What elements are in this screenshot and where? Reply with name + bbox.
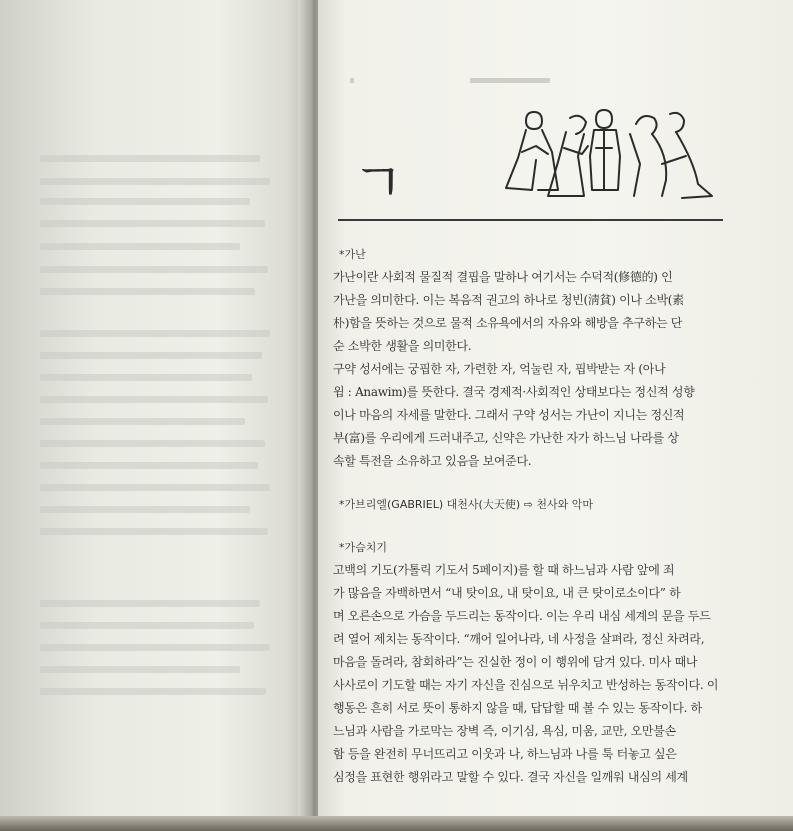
- show-through-running-head: [340, 78, 760, 86]
- entry-heading-gabriel: *가브리엘(GABRIEL) 대천사(大天使) ⇨ 천사와 악마: [339, 498, 593, 511]
- entry-line: 가난을 의미한다. 이는 복음적 권고의 하나로 청빈(淸貧) 이나 소박(素: [333, 293, 684, 307]
- entry-line: 순 소박한 생활을 의미한다.: [333, 339, 472, 353]
- entry-line: 마음을 돌려라, 참회하라”는 진실한 정이 이 행위에 담겨 있다. 미사 때나: [333, 655, 698, 669]
- entry-line: 심정을 표현한 행위라고 말할 수 있다. 결국 자신을 일깨워 내심의 세계: [333, 770, 688, 784]
- entry-line: 며 오른손으로 가슴을 두드리는 동작이다. 이는 우리 내심 세계의 문을 두드: [333, 609, 711, 623]
- figures-illustration: [500, 104, 716, 200]
- entry-line: 사사로이 기도할 때는 자기 자신을 진심으로 뉘우치고 반성하는 동작이다. 이: [333, 678, 719, 692]
- chapter-rule: [338, 219, 723, 221]
- entry-line: 가 많음을 자백하면서 “내 탓이요, 내 탓이요, 내 큰 탓이로소이다” 하: [333, 586, 681, 600]
- entry-line: 함 등을 완전히 무너뜨리고 이웃과 나, 하느님과 나를 툭 터놓고 싶은: [333, 747, 677, 761]
- entry-line: 구약 성서에는 궁핍한 자, 가련한 자, 억눌린 자, 핍박받는 자 (아나: [333, 362, 666, 376]
- entry-line: 려 열어 제치는 동작이다. “깨어 일어나라, 네 사정을 살펴라, 정신 차려라,: [333, 632, 705, 646]
- entry-line: 윔 : Anawim)를 뜻한다. 결국 경제적·사회적인 상태보다는 정신적 성향: [333, 385, 695, 399]
- page-bottom-edge: [0, 816, 793, 831]
- entry-line: 속할 특전을 소유하고 있음을 보여준다.: [333, 454, 532, 468]
- entry-line: 이나 마음의 자세를 말한다. 그래서 구약 성서는 가난이 지니는 정신적: [333, 408, 685, 422]
- dictionary-entries: [333, 243, 728, 789]
- entry-heading-breast-beating: *가슴치기: [339, 541, 388, 554]
- entry-heading-poverty: *가난: [339, 248, 366, 261]
- entry-line: 행동은 흔히 서로 뜻이 통하지 않을 때, 답답할 때 볼 수 있는 동작이다. 하: [333, 701, 702, 715]
- entry-line: 고백의 기도(가톨릭 기도서 5페이지)를 할 때 하느님과 사람 앞에 죄: [333, 563, 675, 577]
- entry-line: 朴)함을 뜻하는 것으로 물적 소유욕에서의 자유와 해방을 추구하는 단: [333, 316, 683, 330]
- entry-line: 부(富)를 우리에게 드러내주고, 신약은 가난한 자가 하느님 나라를 상: [333, 431, 679, 445]
- show-through-text: [0, 0, 312, 831]
- entry-line: 가난이란 사회적 물질적 결핍을 말하나 여기서는 수덕적(修德的) 인: [333, 270, 673, 284]
- entry-line: 느님과 사람을 가로막는 장벽 즉, 이기심, 욕심, 미움, 교만, 오만불손: [333, 724, 676, 738]
- left-page-faded: [0, 0, 312, 831]
- chapter-letter: ㄱ: [352, 151, 405, 214]
